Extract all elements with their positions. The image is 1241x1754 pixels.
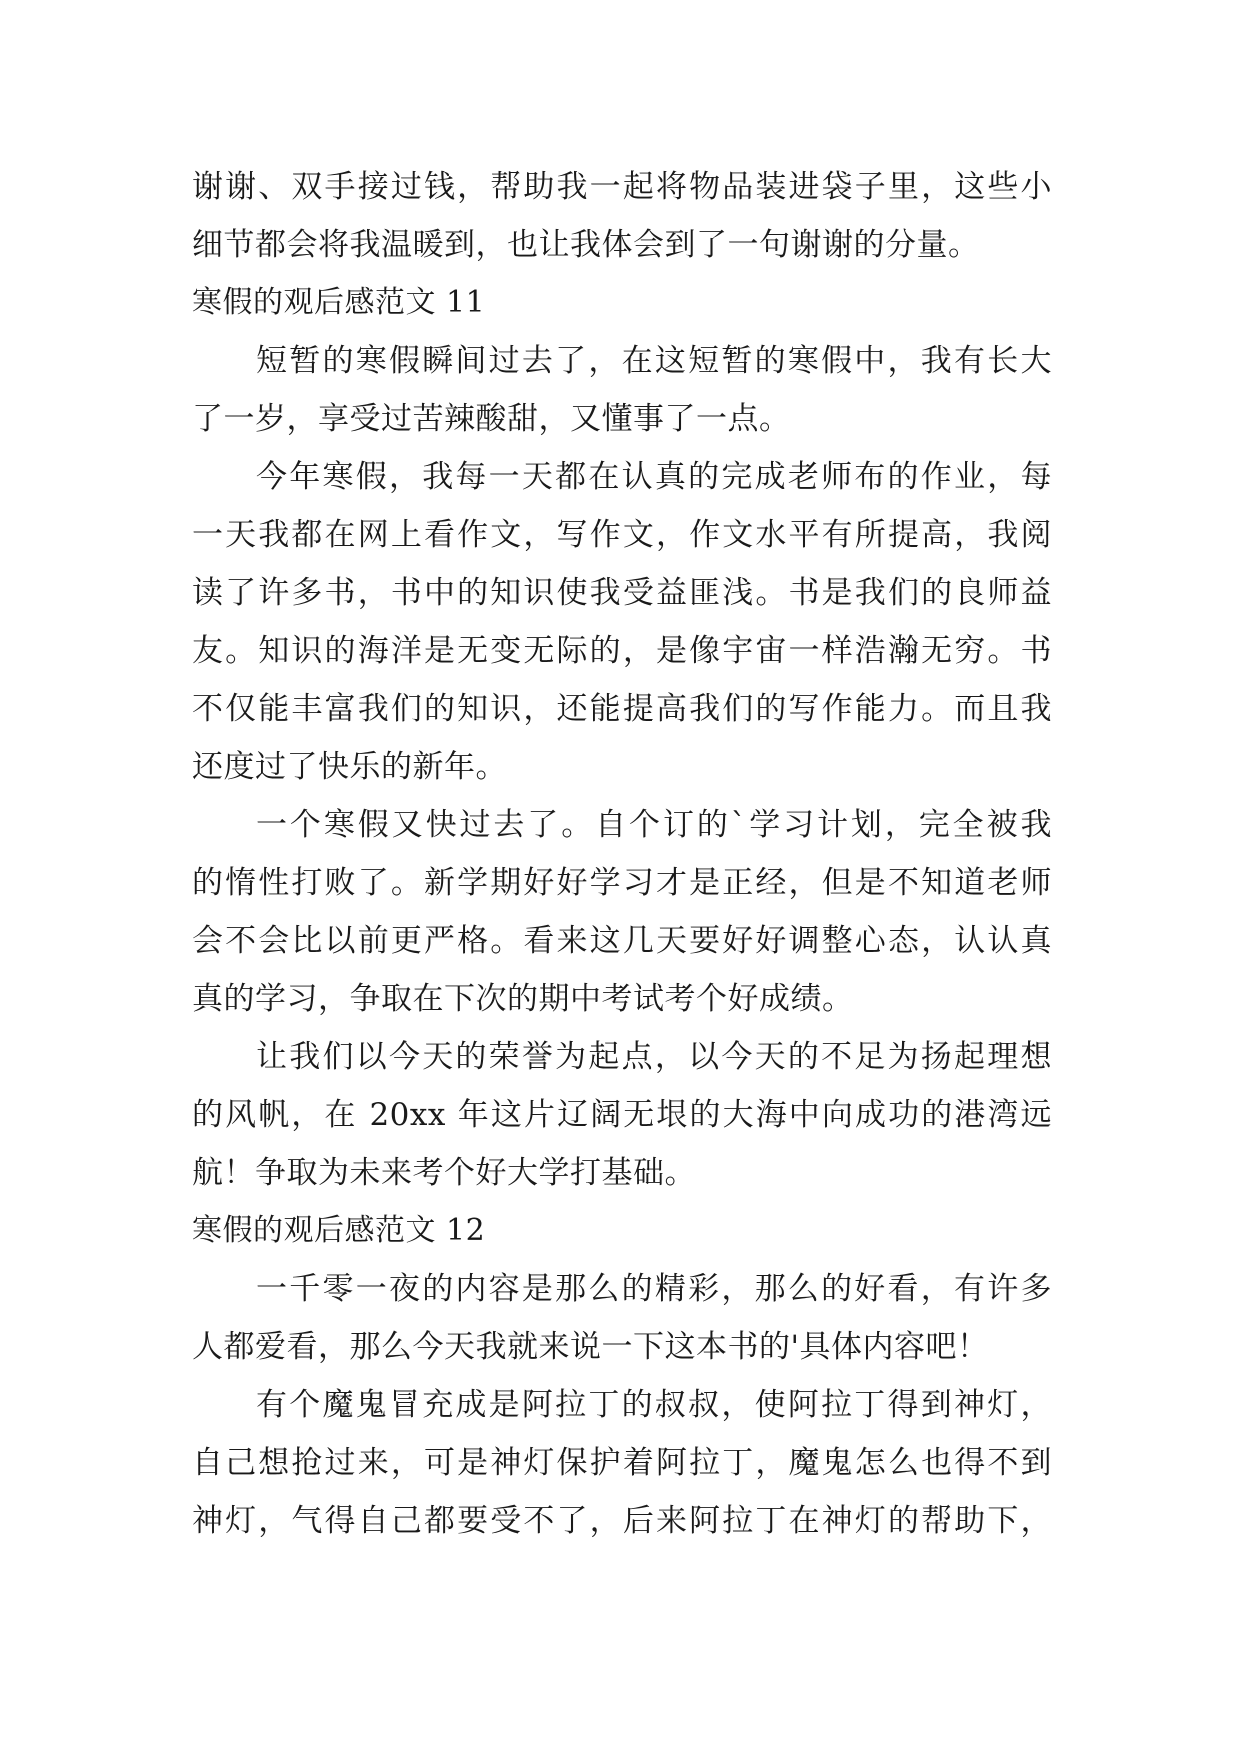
text-line: 的风帆，在 20xx 年这片辽阔无垠的大海中向成功的港湾远 [192, 1097, 1052, 1133]
text-line: 人都爱看，那么今天我就来说一下这本书的'具体内容吧！ [192, 1329, 989, 1365]
text-line: 还度过了快乐的新年。 [192, 749, 507, 785]
text-line: 会不会比以前更严格。看来这几天要好好调整心态，认认真 [192, 923, 1052, 959]
document-body [192, 158, 1052, 1550]
text-line: 航！争取为未来考个好大学打基础。 [192, 1155, 696, 1191]
paragraph-first-line: 今年寒假，我每一天都在认真的完成老师布的作业，每 [256, 459, 1052, 495]
section-heading: 寒假的观后感范文 11 [192, 285, 486, 320]
text-line: 细节都会将我温暖到，也让我体会到了一句谢谢的分量。 [192, 227, 980, 263]
text-line: 不仅能丰富我们的知识，还能提高我们的写作能力。而且我 [192, 691, 1052, 727]
text-line: 的惰性打败了。新学期好好学习才是正经，但是不知道老师 [192, 865, 1052, 901]
paragraph-first-line: 短暂的寒假瞬间过去了，在这短暂的寒假中，我有长大 [256, 343, 1052, 379]
paragraph-first-line: 一千零一夜的内容是那么的精彩，那么的好看，有许多 [256, 1271, 1052, 1307]
text-line: 友。知识的海洋是无变无际的，是像宇宙一样浩瀚无穷。书 [192, 633, 1052, 669]
text-line: 读了许多书，书中的知识使我受益匪浅。书是我们的良师益 [192, 575, 1052, 611]
section-heading: 寒假的观后感范文 12 [192, 1213, 486, 1248]
text-line: 自己想抢过来，可是神灯保护着阿拉丁，魔鬼怎么也得不到 [192, 1445, 1052, 1481]
paragraph-first-line: 有个魔鬼冒充成是阿拉丁的叔叔，使阿拉丁得到神灯， [256, 1387, 1052, 1423]
text-line: 真的学习，争取在下次的期中考试考个好成绩。 [192, 981, 854, 1017]
paragraph-first-line: 让我们以今天的荣誉为起点，以今天的不足为扬起理想 [256, 1039, 1052, 1075]
paragraph-first-line: 一个寒假又快过去了。自个订的`学习计划，完全被我 [256, 807, 1052, 843]
text-line: 神灯，气得自己都要受不了，后来阿拉丁在神灯的帮助下， [192, 1503, 1052, 1539]
text-line: 一天我都在网上看作文，写作文，作文水平有所提高，我阅 [192, 517, 1052, 553]
text-line: 谢谢、双手接过钱，帮助我一起将物品装进袋子里，这些小 [192, 169, 1052, 205]
text-line: 了一岁，享受过苦辣酸甜，又懂事了一点。 [192, 401, 791, 437]
